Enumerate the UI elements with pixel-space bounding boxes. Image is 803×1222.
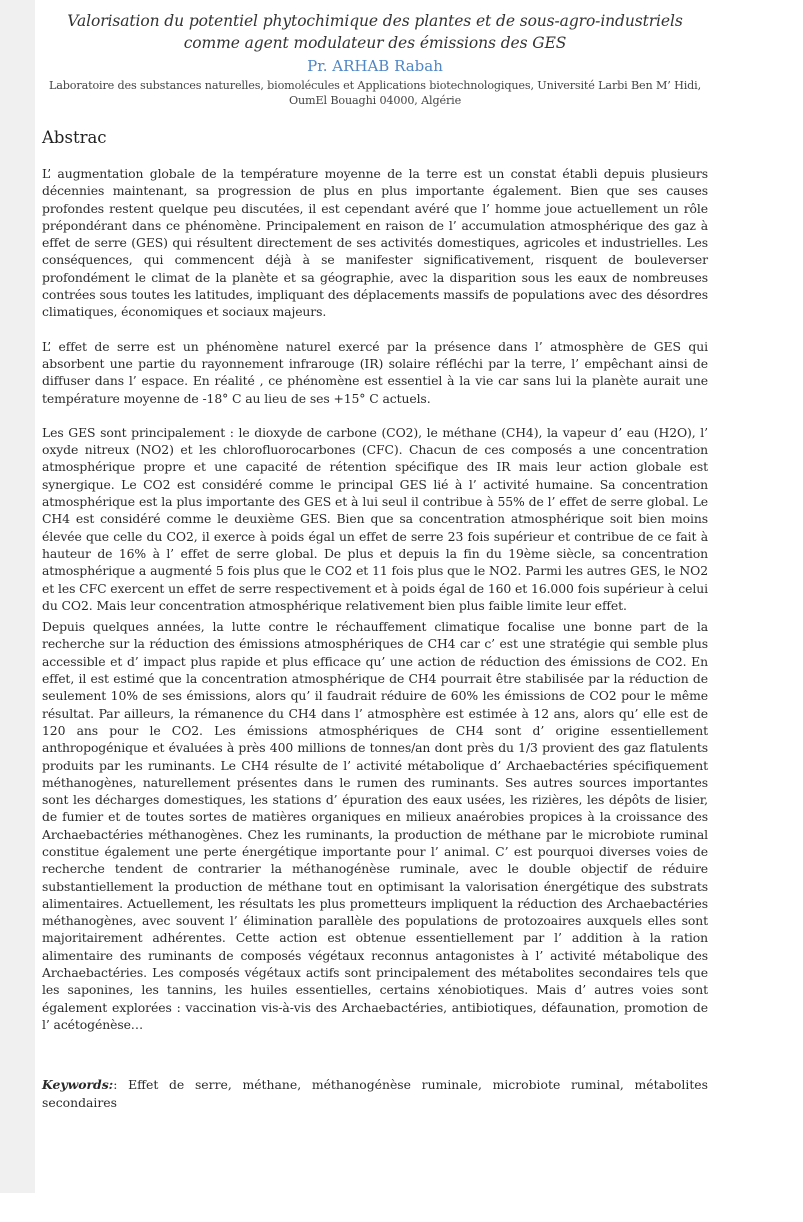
author-affiliation: Laboratoire des substances naturelles, biomolécules et Applications biotechnologiques, Université Larbi Ben M’ Hidi, OumEl Bouaghi 04000, Algérie <box>48 79 701 107</box>
abstract-paragraph: Les GES sont principalement : le dioxyde de carbone (CO2), le méthane (CH4), la vapeur d’ eau (H2O), l’ oxyde nitreux (NO2) et les chlorofluorocarbones (CFC). Chacun de ces composés a une concentration atmosphérique propre et une capacité de rétention spécifique des IR mais leur action globale est synergique. Le CO2 est considéré comme le principal GES lié à l’ activité humaine. Sa concentration atmosphérique est la plus importante des GES et à lui seul il contribue à 55% de l’ effet de serre global. Le CH4 est considéré comme le deuxième GES. Bien que sa concentration atmosphérique soit bien moins élevée que celle du CO2, il exerce à poids égal un effet de serre 23 fois supérieur et contribue de ce fait à hauteur de 16% à l’ effet de serre global. De plus et depuis la fin du 19ème siècle, sa concentration atmosphérique a augmenté 5 fois plus que le CO2 et 11 fois plus que le NO2. Parmi les autres GES, le NO2 et les CFC exercent un effet de serre respectivement et à poids égal de 160 et 16.000 fois supérieur à celui du CO2. Mais leur concentration atmosphérique relativement bien plus faible limite leur effet. <box>42 424 708 613</box>
abstract-paragraph: Depuis quelques années, la lutte contre le réchauffement climatique focalise une bonne part de la recherche sur la réduction des émissions atmosphériques de CH4 car c’ est une stratégie qui semble plus accessible et d’ impact plus rapide et plus efficace qu’ une action de réduction des émissions de CO2. En effet, il est estimé que la concentration atmosphérique de CH4 pourrait être stabilisée par la réduction de seulement 10% de ses émissions, alors qu’ il faudrait réduire de 60% les émissions de CO2 pour le même résultat. Par ailleurs, la rémanence du CH4 dans l’ atmosphère est estimée à 12 ans, alors qu’ elle est de 120 ans pour le CO2. Les émissions atmosphériques de CH4 sont d’ origine essentiellement anthropogénique et évaluées à près 400 millions de tonnes/an dont près du 1/3 provient des gaz flatulents produits par les ruminants. Le CH4 résulte de l’ activité métabolique d’ Archaebactéries spécifiquement méthanogènes, naturellement présentes dans le rumen des ruminants. Ses autres sources importantes sont les décharges domestiques, les stations d’ épuration des eaux usées, les rizières, les dépôts de lisier, de fumier et de toutes sortes de matières organiques en milieux anaérobies propices à la croissance des Archaebactéries méthanogènes. Chez les ruminants, la production de méthane par le microbiote ruminal constitue également une perte énergétique importante pour l’ animal. C’ est pourquoi diverses voies de recherche tendent de contrarier la méthanogénèse ruminale, avec le double objectif de réduire substantiellement la production de méthane tout en optimisant la valorisation énergétique des substrats alimentaires. Actuellement, les résultats les plus prometteurs impliquent la réduction des Archaebactéries méthanogènes, avec souvent l’ élimination parallèle des populations de protozoaires auxquels elles sont majoritairement adhérentes. Cette action est obtenue essentiellement par l’ addition à la ration alimentaire des ruminants de composés végétaux reconnus antagonistes à l’ activité métabolique des Archaebactéries. Les composés végétaux actifs sont principalement des métabolites secondaires tels que les saponines, les tannins, les huiles essentielles, certains xénobiotiques. Mais d’ autres voies sont également explorées : vaccination vis-à-vis des Archaebactéries, antibiotiques, défaunation, promotion de l’ acétogénèse… <box>42 619 708 1032</box>
abstract-paragraph: L’ effet de serre est un phénomène naturel exercé par la présence dans l’ atmosphère de GES qui absorbent une partie du rayonnement infrarouge (IR) solaire réfléchi par la terre, l’ empêchant ainsi de diffuser dans l’ espace. En réalité , ce phénomène est essentiel à la vie car sans lui la planète aurait une température moyenne de -18° C au lieu de ses +15° C actuels. <box>42 338 708 406</box>
author-name: Pr. ARHAB Rabah <box>307 57 443 75</box>
abstract-paragraph: L’ augmentation globale de la température moyenne de la terre est un constat établi depuis plusieurs décennies maintenant, sa progression de plus en plus importante également. Bien que ses causes profondes restent quelque peu discutées, il est cependant avéré que l’ homme joue actuellement un rôle prépondérant dans ce phénomène. Principalement en raison de l’ accumulation atmosphérique des gaz à effet de serre (GES) qui résultent directement de ses activités domestiques, agricoles et industrielles. Les conséquences, qui commencent déjà à se manifester significativement, risquent de bouleverser profondément le climat de la planète et sa géographie, avec la disparition sous les eaux de nombreuses contrées sous toutes les latitudes, impliquant des déplacements massifs de populations avec des désordres climatiques, économiques et sociaux majeurs. <box>42 166 708 320</box>
document-page <box>42 0 708 1111</box>
keywords-label: Keywords: <box>42 1077 114 1093</box>
left-gutter <box>0 0 35 1193</box>
abstract-heading: Abstrac <box>42 128 107 147</box>
keywords-list: : Effet de serre, méthane, méthanogénèse ruminale, microbiote ruminal, métabolites secondaires <box>42 1077 708 1110</box>
keywords <box>42 1076 708 1111</box>
paper-title: Valorisation du potentiel phytochimique des plantes et de sous-agro-industriels comme agent modulateur des émissions des GES <box>67 12 683 52</box>
